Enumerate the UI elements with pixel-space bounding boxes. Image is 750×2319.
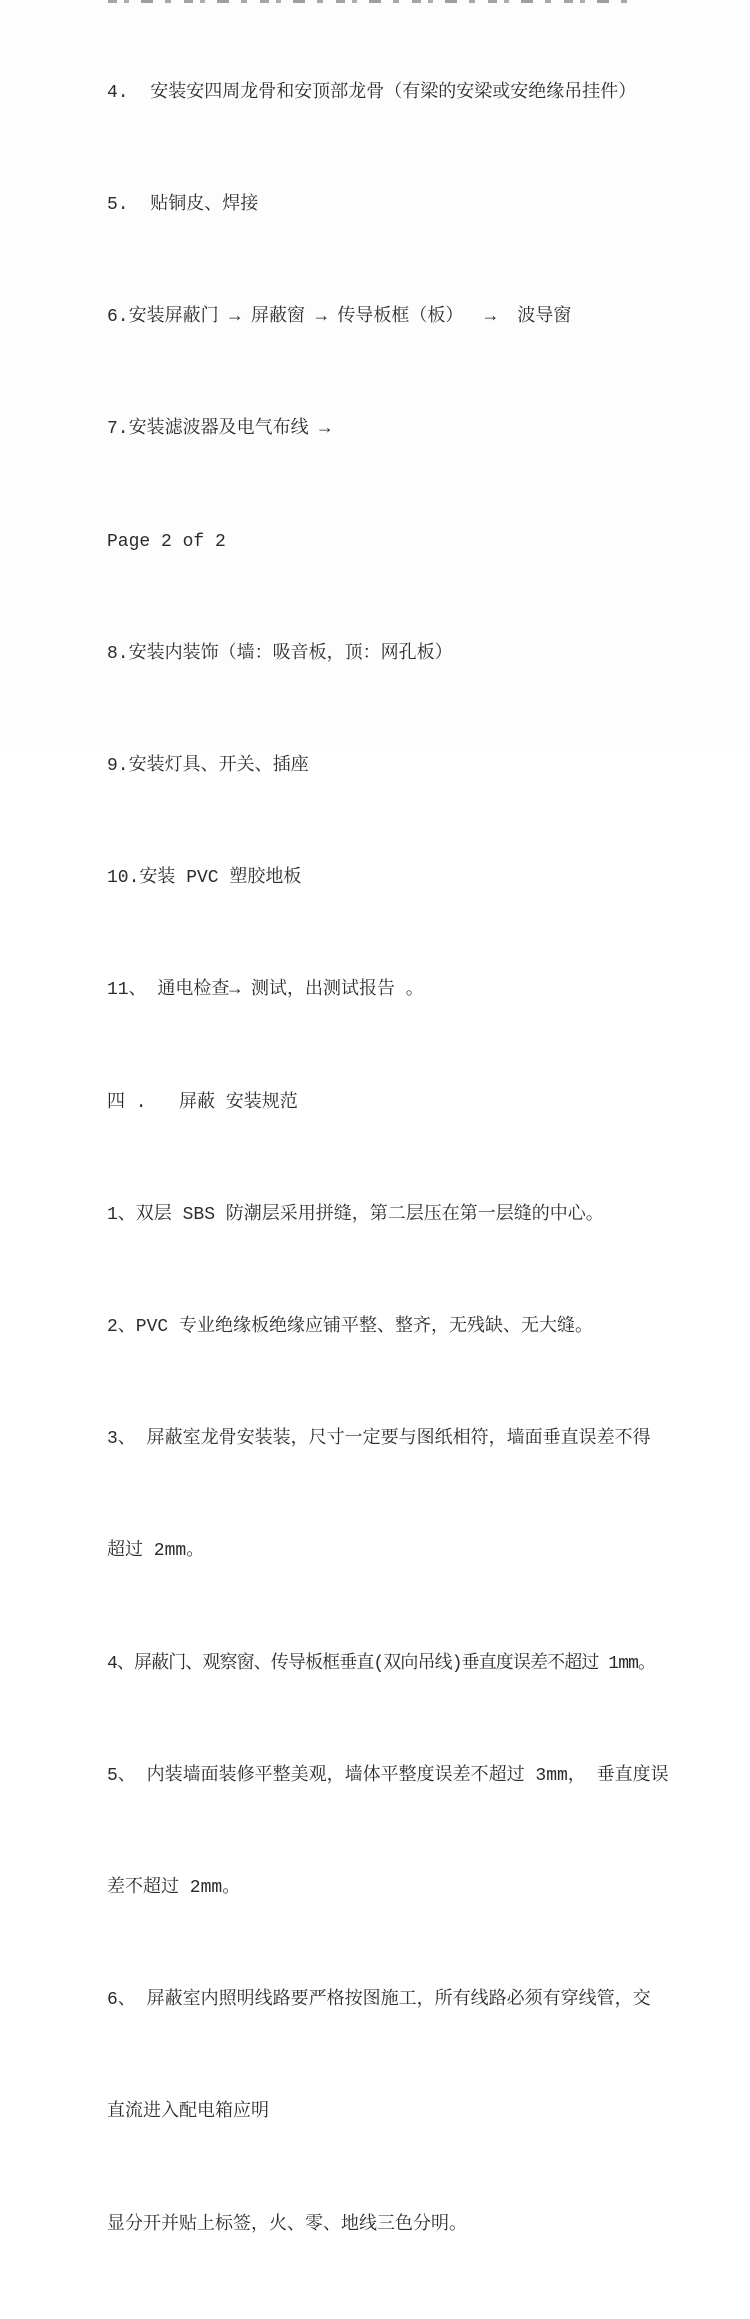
spec-item-6-continued-2: 显分开并贴上标签，火、零、地线三色分明。 — [107, 2214, 467, 2235]
step-item-5: 5. 贴铜皮、焊接 — [107, 195, 259, 216]
step-item-7: 7.安装滤波器及电气布线 → — [107, 419, 331, 440]
step-item-10: 10.安装 PVC 塑胶地板 — [107, 868, 302, 889]
page-indicator: Page 2 of 2 — [107, 531, 226, 552]
spec-item-3-continued: 超过 2mm。 — [107, 1541, 205, 1562]
spec-item-6-continued: 直流进入配电箱应明 — [107, 2102, 269, 2123]
spec-item-5: 5、 内装墙面装修平整美观，墙体平整度误差不超过 3mm， 垂直度误 — [107, 1765, 669, 1786]
spec-item-1: 1、双层 SBS 防潮层采用拼缝，第二层压在第一层缝的中心。 — [107, 1204, 604, 1225]
step-item-9: 9.安装灯具、开关、插座 — [107, 756, 309, 777]
step-item-8: 8.安装内装饰（墙：吸音板，顶：网孔板） — [107, 643, 453, 664]
spec-item-4: 4、屏蔽门、观察窗、传导板框垂直(双向吊线)垂直度误差不超过 1mm。 — [107, 1653, 656, 1674]
spec-item-2: 2、PVC 专业绝缘板绝缘应铺平整、整齐，无残缺、无大缝。 — [107, 1317, 594, 1338]
step-item-6: 6.安装屏蔽门 → 屏蔽窗 → 传导板框（板） → 波导窗 — [107, 307, 572, 328]
spec-item-5-continued: 差不超过 2mm。 — [107, 1878, 241, 1899]
document-body — [107, 0, 750, 2319]
step-item-4: 4. 安装安四周龙骨和安顶部龙骨（有梁的安梁或安绝缘吊挂件） — [107, 82, 637, 103]
spec-item-3: 3、 屏蔽室龙骨安装装，尺寸一定要与图纸相符，墙面垂直误差不得 — [107, 1429, 651, 1450]
spec-item-6: 6、 屏蔽室内照明线路要严格按图施工，所有线路必须有穿线管，交 — [107, 1990, 651, 2011]
section-heading: 四 . 屏蔽 安装规范 — [107, 1092, 298, 1113]
step-item-11: 11、 通电检查→ 测试，出测试报告 。 — [107, 980, 424, 1001]
